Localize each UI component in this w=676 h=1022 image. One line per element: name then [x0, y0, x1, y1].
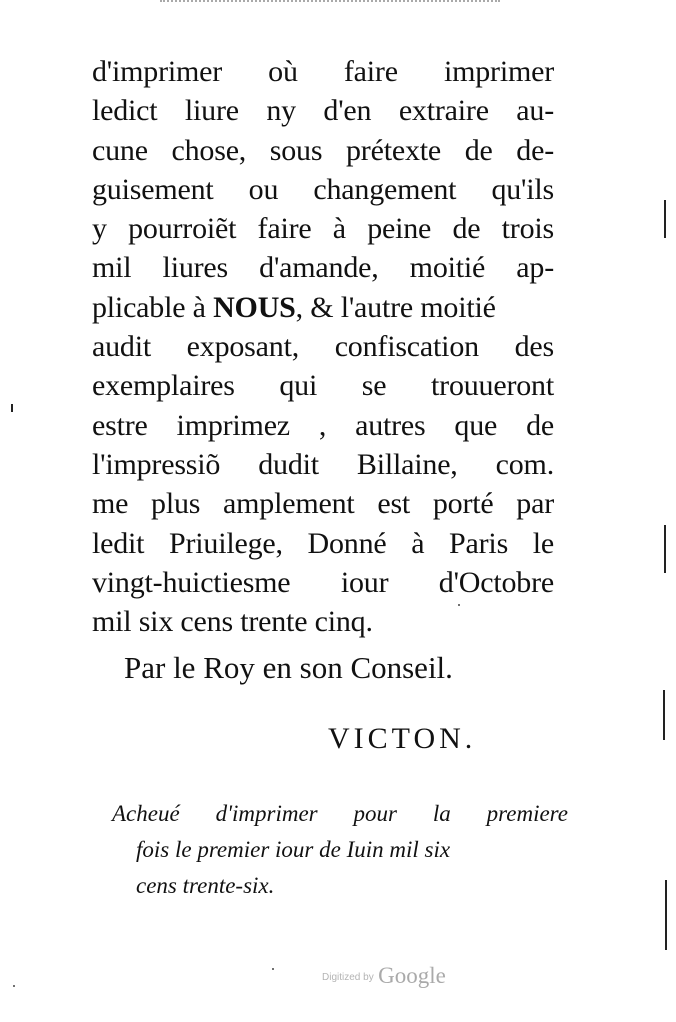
text-line-14: vingt-huictiesme iour d'Octobre	[92, 565, 554, 599]
text-line-9: exemplaires qui se trouueront	[92, 369, 554, 403]
digitized-watermark	[322, 963, 446, 989]
text-line-13: ledit Priuilege, Donné à Paris le	[92, 526, 554, 560]
cropped-header-fragment	[160, 0, 500, 2]
google-wordmark: Google	[378, 963, 446, 988]
text-line-12: me plus amplement est porté par	[92, 487, 554, 521]
text-line-11: l'impressiõ dudit Billaine, com.	[92, 447, 554, 481]
text-line-2: ledict liure ny d'en extraire au-	[92, 94, 554, 128]
text-line-8: audit exposant, confiscation des	[92, 330, 554, 364]
text-line-7	[92, 288, 554, 327]
privilege-text-block	[92, 52, 554, 641]
ink-speck	[458, 604, 460, 606]
text-line-15: mil six cens trente cinq.	[92, 605, 373, 639]
text-line-7-end: , & l'autre moitié	[295, 290, 496, 324]
text-line-1: d'imprimer où faire imprimer	[92, 55, 554, 88]
colophon-line-1: Acheué d'imprimer pour la premiere	[112, 801, 568, 826]
text-line-4: guisement ou changement qu'ils	[92, 172, 554, 206]
signature-victon: VICTON.	[328, 722, 477, 755]
colophon-block	[112, 796, 568, 904]
nous-small-caps: NOUS	[213, 290, 296, 324]
colophon-line-2: fois le premier iour de Iuin mil six	[136, 837, 451, 862]
digitized-label: Digitized by	[322, 972, 374, 983]
page-edge-mark	[664, 525, 666, 573]
page-edge-mark	[664, 200, 666, 238]
ink-speck	[13, 985, 15, 987]
text-line-3: cune chose, sous prétexte de de-	[92, 133, 554, 167]
text-line-6: mil liures d'amande, moitié ap-	[92, 251, 554, 285]
ink-speck	[272, 968, 274, 970]
text-line-5: y pourroiẽt faire à peine de trois	[92, 212, 554, 246]
text-line-10: estre imprimez , autres que de	[92, 408, 554, 442]
text-line-7-start: plicable à	[92, 290, 206, 324]
page-edge-mark	[663, 690, 665, 740]
page-edge-mark	[665, 880, 667, 950]
par-le-roy-line: Par le Roy en son Conseil.	[124, 650, 453, 685]
colophon-line-3: cens trente-six.	[136, 873, 275, 898]
page-edge-mark	[11, 404, 13, 412]
